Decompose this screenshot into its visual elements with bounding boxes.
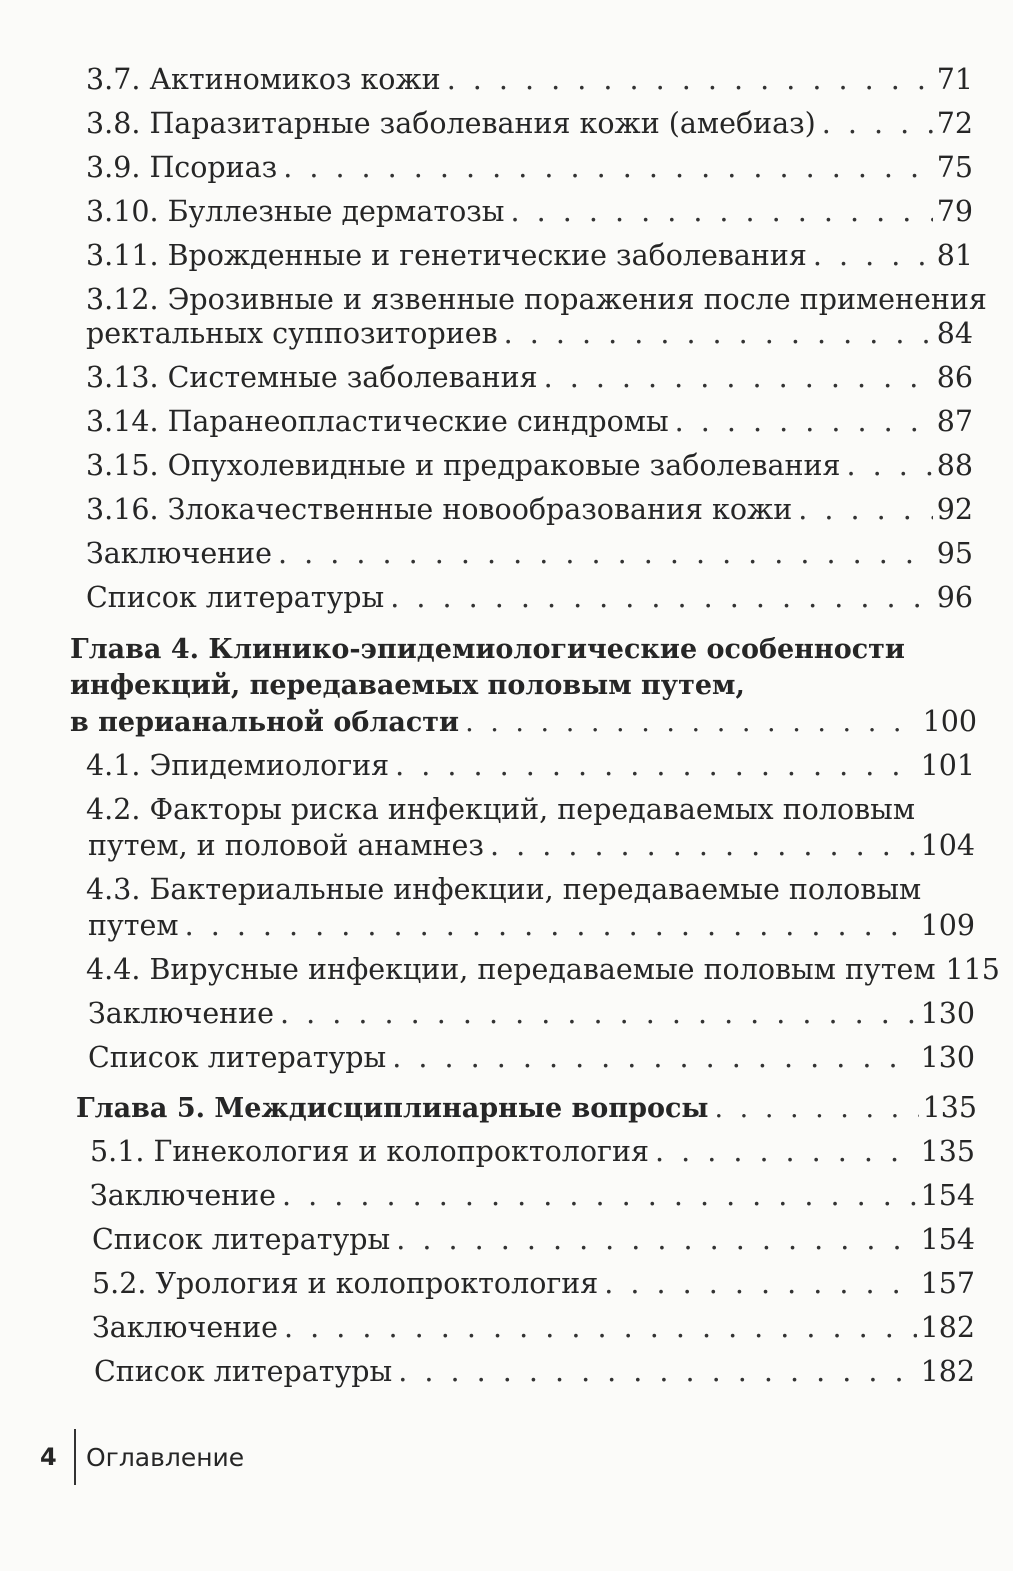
toc-entry	[86, 488, 973, 532]
toc-entry-title: 3.10. Буллезные дерматозы	[86, 195, 505, 228]
toc-entry	[88, 824, 975, 868]
toc-entry	[86, 58, 973, 102]
toc-entry	[86, 948, 1000, 992]
dot-leader	[398, 1350, 916, 1394]
footer-divider	[74, 1429, 76, 1485]
toc-entry-title: 5.2. Урология и колопроктология	[92, 1267, 599, 1300]
toc-entry-page: 104	[920, 829, 975, 862]
dot-leader	[185, 904, 917, 948]
dot-leader	[284, 1306, 917, 1350]
toc-entry-title: 3.15. Опухолевидные и предраковые заболевания	[86, 449, 841, 482]
toc-entry-title: путем	[88, 909, 179, 942]
toc-entry-title: Список литературы	[92, 1223, 391, 1256]
toc-entry-title: 4.1. Эпидемиология	[86, 749, 390, 782]
toc-entry-title: 3.8. Паразитарные заболевания кожи (амебиаз)	[86, 107, 816, 140]
dot-leader	[604, 1262, 916, 1306]
toc-entry-page: 157	[920, 1267, 975, 1300]
toc-entry-page: 81	[936, 239, 973, 272]
toc-entry-page: 84	[936, 317, 973, 350]
toc-entry-title-line: 4.3. Бактериальные инфекции, передаваемые половым	[86, 873, 922, 906]
toc-entry-page: 86	[936, 361, 973, 394]
toc-entry-page: 130	[920, 997, 975, 1030]
chapter-entry	[70, 700, 977, 745]
toc-entry	[86, 576, 973, 620]
toc-entry-page: 135	[920, 1135, 975, 1168]
toc-entry-title: в перианальной области	[70, 707, 460, 738]
dot-leader	[813, 234, 933, 278]
toc-entry-page: 182	[920, 1311, 975, 1344]
dot-leader	[847, 444, 933, 488]
toc-entry-title: путем, и половой анамнез	[88, 829, 484, 862]
dot-leader	[544, 356, 933, 400]
toc-entry	[92, 1218, 975, 1262]
toc-entry-page: 182	[920, 1355, 975, 1388]
toc-entry-page: 95	[936, 537, 973, 570]
toc-entry-page: 75	[936, 151, 973, 184]
dot-leader	[282, 1174, 917, 1218]
toc-entry	[86, 744, 975, 788]
toc-entry-title: Заключение	[86, 537, 273, 570]
toc-entry	[86, 532, 973, 576]
toc-entry	[86, 234, 973, 278]
toc-entry	[94, 1350, 975, 1394]
running-footer-title: Оглавление	[86, 1442, 245, 1472]
toc-entry-page: 79	[936, 195, 973, 228]
dot-leader	[714, 1087, 918, 1131]
chapter-heading-line: инфекций, передаваемых половым путем,	[70, 670, 745, 701]
toc-entry-title: Заключение	[90, 1179, 277, 1212]
toc-entry-page: 154	[920, 1223, 975, 1256]
toc-entry-title: 3.11. Врожденные и генетические заболевания	[86, 239, 807, 272]
toc-entry-title: 3.13. Системные заболевания	[86, 361, 538, 394]
toc-entry	[86, 400, 973, 444]
chapter-entry	[76, 1086, 977, 1131]
toc-entry-title: Заключение	[88, 997, 275, 1030]
dot-leader	[278, 532, 933, 576]
toc-entry-page: 154	[920, 1179, 975, 1212]
dot-leader	[392, 1036, 916, 1080]
toc-entry-page: 130	[920, 1041, 975, 1074]
toc-entry-page: 92	[936, 493, 973, 526]
toc-entry-page: 96	[936, 581, 973, 614]
dot-leader	[675, 400, 933, 444]
dot-leader	[655, 1130, 917, 1174]
page-number: 4	[40, 1443, 57, 1471]
toc-entry	[86, 190, 973, 234]
dot-leader	[504, 312, 933, 356]
dot-leader	[510, 190, 932, 234]
dot-leader	[395, 744, 916, 788]
dot-leader	[798, 488, 933, 532]
toc-entry	[86, 146, 973, 190]
toc-entry	[86, 356, 973, 400]
dot-leader	[465, 701, 919, 745]
toc-entry	[92, 1306, 975, 1350]
toc-entry-page: 72	[936, 107, 973, 140]
toc-entry	[86, 444, 973, 488]
toc-entry-page: 71	[936, 63, 973, 96]
toc-entry-page: 135	[922, 1091, 977, 1124]
toc-entry-title: 4.4. Вирусные инфекции, передаваемые половым путем	[86, 953, 936, 986]
toc-entry-title: Список литературы	[86, 581, 385, 614]
toc-entry-title: Список литературы	[88, 1041, 387, 1074]
toc-entry-title-line: 3.12. Эрозивные и язвенные поражения после применения	[86, 283, 987, 316]
toc-entry	[86, 312, 973, 356]
toc-entry-title: 3.14. Паранеопластические синдромы	[86, 405, 669, 438]
toc-entry-page: 87	[936, 405, 973, 438]
toc-entry-title-line: 4.2. Факторы риска инфекций, передаваемых половым	[86, 793, 916, 826]
toc-entry-title: Заключение	[92, 1311, 279, 1344]
toc-entry-title: 3.16. Злокачественные новообразования кожи	[86, 493, 793, 526]
chapter-heading-line: Глава 4. Клинико-эпидемиологические особенности	[70, 634, 905, 665]
dot-leader	[822, 102, 933, 146]
dot-leader	[447, 58, 933, 102]
dot-leader	[396, 1218, 916, 1262]
dot-leader	[390, 576, 933, 620]
toc-entry-page: 100	[922, 705, 977, 738]
toc-entry-page: 115	[945, 953, 1000, 986]
toc-entry	[90, 1174, 975, 1218]
toc-entry-title: 3.9. Псориаз	[86, 151, 278, 184]
toc-entry-title: 5.1. Гинекология и колопроктология	[90, 1135, 649, 1168]
dot-leader	[490, 824, 917, 868]
toc-entry-page: 101	[920, 749, 975, 782]
page-footer	[40, 1428, 244, 1486]
toc-entry-title: 3.7. Актиномикоз кожи	[86, 63, 441, 96]
toc-entry	[88, 992, 975, 1036]
toc-entry	[90, 1130, 975, 1174]
dot-leader	[280, 992, 917, 1036]
toc-entry-title: Глава 5. Междисциплинарные вопросы	[76, 1093, 709, 1124]
toc-entry-page: 109	[920, 909, 975, 942]
toc-entry	[88, 1036, 975, 1080]
toc-entry-title: ректальных суппозиториев	[86, 317, 498, 350]
toc-entry	[88, 904, 975, 948]
toc-entry-title: Список литературы	[94, 1355, 393, 1388]
toc-entry	[92, 1262, 975, 1306]
toc-entry-page: 88	[936, 449, 973, 482]
dot-leader	[283, 146, 933, 190]
toc-entry	[86, 102, 973, 146]
